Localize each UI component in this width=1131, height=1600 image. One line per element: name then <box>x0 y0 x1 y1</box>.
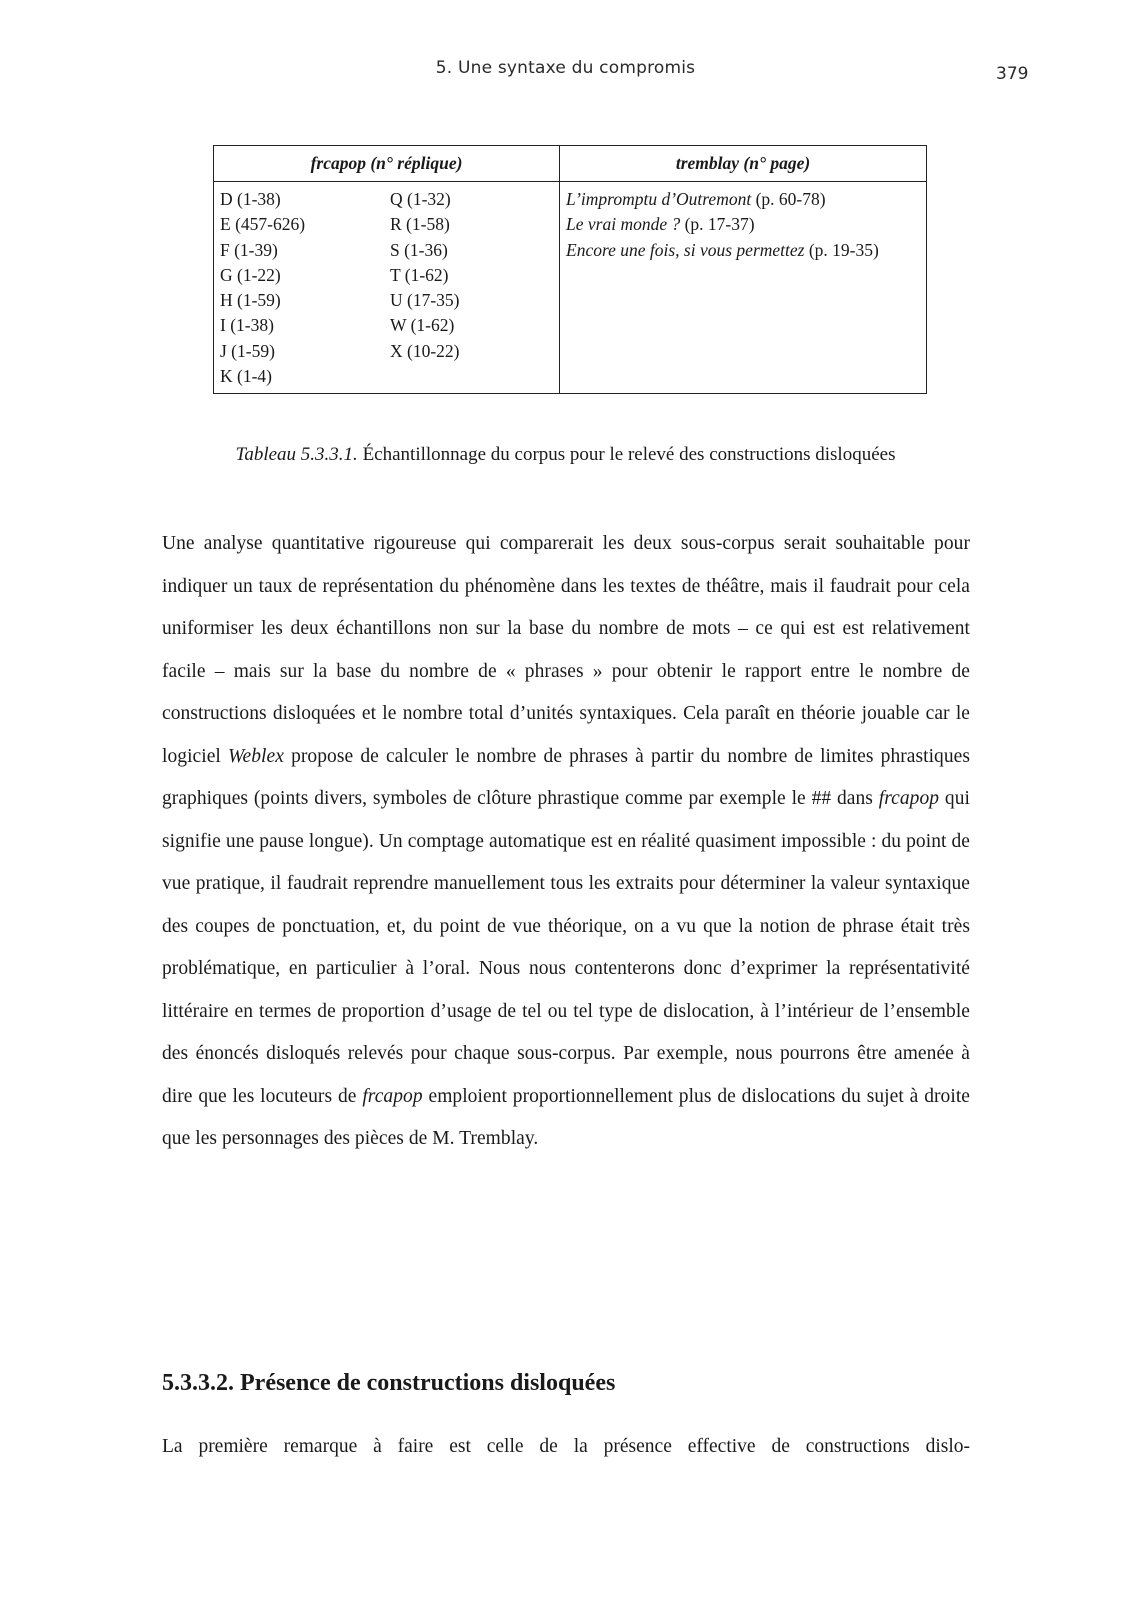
list-item: U (17-35) <box>390 290 460 311</box>
frcapop-cell <box>214 182 560 394</box>
list-item: X (10-22) <box>390 340 460 361</box>
running-title: 5. Une syntaxe du compromis <box>435 58 696 78</box>
list-item: J (1-59) <box>220 340 275 361</box>
list-item: K (1-4) <box>220 366 272 387</box>
paragraph-text: qui signifie une pause longue). Un comptage automatique est en réalité quasiment impossible : du point de vue pratique, il faudrait reprendre manuellement tous les extraits pour déterminer la valeur syntaxique des coupes de ponctuation, et, du point de vue théorique, on a vu que la notion de phrase était très problématique, en particulier à l’oral. Nous nous contenterons donc d’exprimer la représentativité littéraire en termes de proportion d’usage de tel ou tel type de dislocation, à l’intérieur de l’ensemble des énoncés disloqués relevés pour chaque sous-corpus. Par exemple, nous pourrons être amenée à dire que les locuteurs de <box>162 788 970 1107</box>
list-item: E (457-626) <box>220 214 306 235</box>
page-range: (p. 19-35) <box>808 239 879 260</box>
column-header-frcapop: frcapop (n° réplique) <box>214 146 560 182</box>
tremblay-cell <box>560 182 927 394</box>
list-item: W (1-62) <box>390 315 455 336</box>
caption-label: Tableau 5.3.3.1. <box>235 444 358 465</box>
list-item: Q (1-32) <box>390 189 451 209</box>
table-header-row <box>214 146 927 182</box>
table-caption <box>0 444 1131 466</box>
list-item <box>566 212 919 237</box>
section-heading: 5.3.3.2. Présence de constructions disloquées <box>162 1370 616 1396</box>
corpus-sample-table <box>213 145 927 394</box>
list-item: T (1-62) <box>390 264 449 285</box>
list-item: G (1-22) <box>220 264 281 285</box>
play-title: L’impromptu d’Outremont <box>566 189 752 209</box>
list-item <box>566 187 919 212</box>
corpus-name: frcapop <box>878 788 940 809</box>
list-item <box>566 238 919 263</box>
corpus-name: frcapop <box>362 1085 423 1107</box>
frcapop-column-a <box>220 187 390 389</box>
page-range: (p. 60-78) <box>755 189 826 209</box>
caption-text: Échantillonnage du corpus pour le relevé des constructions disloquées <box>362 444 896 465</box>
page-number: 379 <box>996 64 1029 84</box>
section-first-line: La première remarque à faire est celle de la présence effective de constructions dislo- <box>162 1436 970 1457</box>
page-range: (p. 17-37) <box>684 214 755 235</box>
play-title: Encore une fois, si vous permettez <box>566 239 805 260</box>
table-row <box>214 182 927 394</box>
software-name: Weblex <box>228 745 284 767</box>
list-item: D (1-38) <box>220 189 281 209</box>
frcapop-column-b <box>390 187 460 389</box>
frcapop-list <box>220 187 552 389</box>
list-item: R (1-58) <box>390 214 450 235</box>
list-item: I (1-38) <box>220 315 274 336</box>
play-title: Le vrai monde ? <box>566 214 681 235</box>
paragraph-text: emploient proportionnellement plus de dislocations du sujet à droite que les personnages des pièces de M. Tremblay. <box>162 1085 970 1149</box>
list-item: H (1-59) <box>220 290 281 311</box>
list-item: F (1-39) <box>220 239 278 260</box>
column-header-tremblay: tremblay (n° page) <box>560 146 927 182</box>
paragraph-text: Une analyse quantitative rigoureuse qui comparerait les deux sous-corpus serait souhaitable pour indiquer un taux de représentation du phénomène dans les textes de théâtre, mais il faudrait pour cela uniformiser les deux échantillons non sur la base du nombre de mots – ce qui est est relativement facile – mais sur la base du nombre de « phrases » pour obtenir le rapport entre le nombre de constructions disloquées et le nombre total d’unités syntaxiques. Cela paraît en théorie jouable car le logiciel <box>162 533 970 767</box>
tremblay-list <box>566 187 919 263</box>
list-item: S (1-36) <box>390 239 448 260</box>
body-paragraph <box>162 523 970 1161</box>
paragraph-text: propose de calculer le nombre de phrases à partir du nombre de limites phrastiques graphiques (points divers, symboles de clôture phrastique comme par exemple le ## dans <box>162 745 971 809</box>
